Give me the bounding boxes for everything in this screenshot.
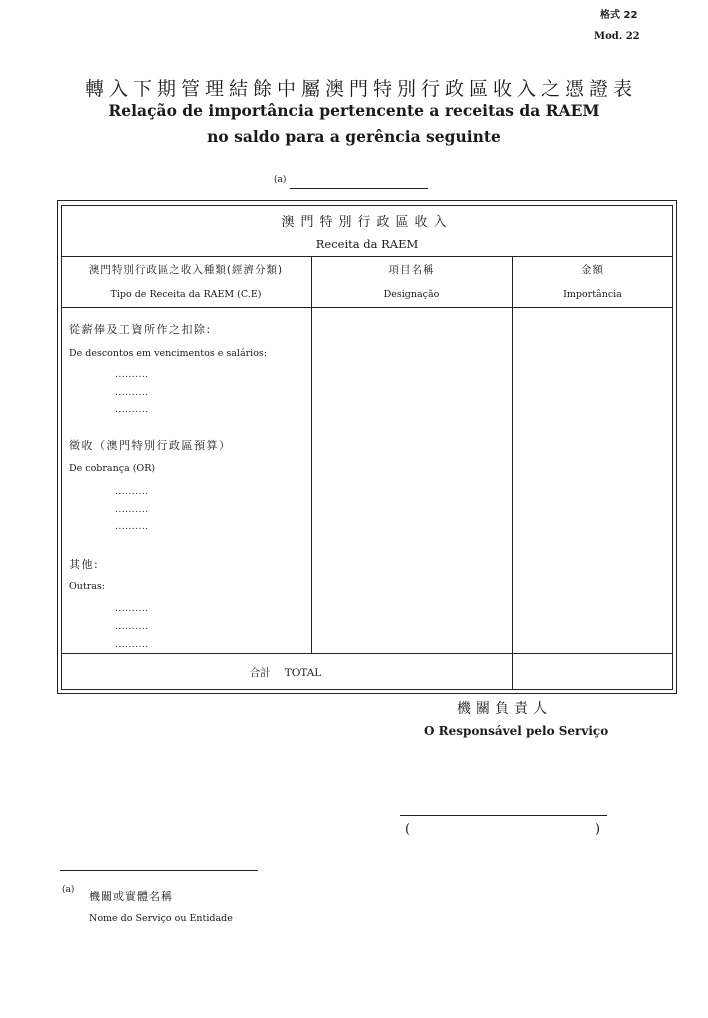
footnote-text-pt: Nome do Serviço ou Entidade [89, 913, 233, 924]
form-code-pt: Mod. 22 [594, 31, 640, 42]
group-label-pt: Outras: [69, 581, 106, 592]
page-title-pt-line1: Relação de importância pertencente a receitas da RAEM [108, 101, 600, 120]
total-label [61, 665, 510, 680]
column-header-type-pt: Tipo de Receita da RAEM (C.E) [110, 289, 262, 300]
placeholder-dots: .......... [115, 370, 149, 380]
placeholder-dots: .......... [115, 622, 149, 632]
placeholder-dots: .......... [115, 388, 149, 398]
table-header-zh: 澳門特別行政區收入 [281, 215, 453, 230]
column-divider [512, 256, 513, 690]
signatory-name-paren-open: ( [405, 822, 411, 837]
group-label-zh: 其他: [69, 558, 100, 571]
group-label-zh: 徵收（澳門特別行政區預算） [69, 439, 232, 452]
page-title-zh: 轉入下期管理結餘中屬澳門特別行政區收入之憑證表 [84, 78, 637, 100]
form-code-zh: 格式 22 [600, 10, 638, 21]
placeholder-dots: .......... [115, 405, 149, 415]
column-header-designation-zh: 項目名稱 [388, 264, 435, 276]
table-divider [61, 307, 673, 308]
footnote-marker: (a) [62, 885, 75, 895]
entity-field-marker: (a) [274, 175, 287, 185]
page-title-pt-line2: no saldo para a gerência seguinte [207, 127, 501, 146]
placeholder-dots: .......... [115, 522, 149, 532]
table-header-pt: Receita da RAEM [315, 237, 419, 251]
total-label-zh: 合計 [249, 667, 271, 679]
signatory-name-paren-close: ) [595, 822, 601, 837]
placeholder-dots: .......... [115, 505, 149, 515]
column-header-type-zh: 澳門特別行政區之收入種類(經濟分類) [88, 264, 284, 276]
responsible-title-zh: 機關負責人 [457, 701, 552, 717]
group-label-zh: 從薪俸及工資所作之扣除: [69, 323, 212, 336]
footnote-text-zh: 機關或實體名稱 [89, 890, 173, 903]
total-label-pt: TOTAL [284, 667, 322, 679]
placeholder-dots: .......... [115, 604, 149, 614]
entity-name-field[interactable] [290, 188, 428, 189]
table-divider [61, 256, 673, 257]
signature-line[interactable] [400, 815, 607, 816]
table-divider [61, 653, 673, 654]
column-header-amount-pt: Importância [563, 289, 622, 300]
group-label-pt: De descontos em vencimentos e salários: [69, 348, 267, 359]
column-divider [311, 256, 312, 653]
placeholder-dots: .......... [115, 640, 149, 650]
placeholder-dots: .......... [115, 487, 149, 497]
column-header-amount-zh: 金額 [581, 264, 604, 276]
footnote-divider [60, 870, 258, 871]
responsible-title-pt: O Responsável pelo Serviço [424, 724, 609, 738]
column-header-designation-pt: Designação [383, 289, 440, 300]
group-label-pt: De cobrança (OR) [69, 463, 156, 474]
